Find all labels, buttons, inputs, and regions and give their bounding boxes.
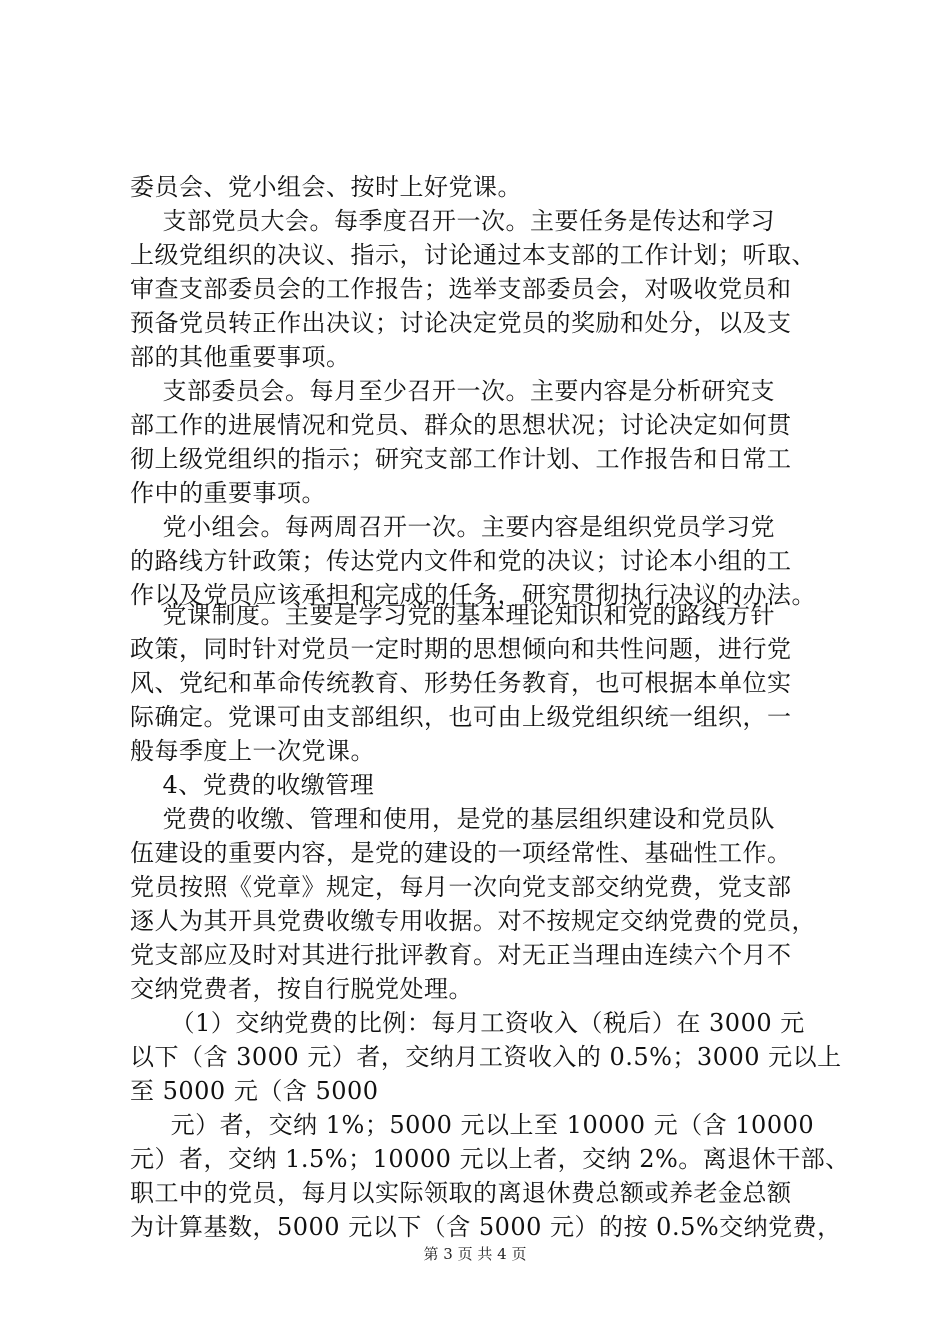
paragraph-line: 的路线方针政策；传达党内文件和党的决议；讨论本小组的工 — [130, 547, 792, 575]
paragraph-line: （1）交纳党费的比例：每月工资收入（税后）在 3000 元 — [130, 1009, 805, 1037]
paragraph-line: 元）者，交纳 1.5%；10000 元以上者，交纳 2%。离退休干部、 — [130, 1145, 850, 1173]
paragraph-line: 逐人为其开具党费收缴专用收据。对不按规定交纳党费的党员， — [130, 907, 816, 935]
paragraph-line: 以下（含 3000 元）者，交纳月工资收入的 0.5%；3000 元以上 — [130, 1043, 842, 1071]
paragraph-line: 党课制度。主要是学习党的基本理论知识和党的路线方针 — [130, 601, 776, 629]
paragraph-line: 支部委员会。每月至少召开一次。主要内容是分析研究支 — [130, 377, 776, 405]
paragraph-line: 预备党员转正作出决议；讨论决定党员的奖励和处分，以及支 — [130, 309, 792, 337]
paragraph-line: 部工作的进展情况和党员、群众的思想状况；讨论决定如何贯 — [130, 411, 792, 439]
paragraph-line: 作以及党员应该承担和完成的任务，研究贯彻执行决议的办法。 — [130, 581, 816, 609]
paragraph-line: 职工中的党员，每月以实际领取的离退休费总额或养老金总额 — [130, 1179, 792, 1207]
paragraph-line: 支部党员大会。每季度召开一次。主要任务是传达和学习 — [130, 207, 776, 235]
paragraph-line: 政策，同时针对党员一定时期的思想倾向和共性问题，进行党 — [130, 635, 792, 663]
paragraph-line: 彻上级党组织的指示；研究支部工作计划、工作报告和日常工 — [130, 445, 792, 473]
paragraph-line: 伍建设的重要内容，是党的建设的一项经常性、基础性工作。 — [130, 839, 792, 867]
paragraph-line: 作中的重要事项。 — [130, 479, 326, 507]
paragraph-line: 委员会、党小组会、按时上好党课。 — [130, 173, 522, 201]
page-number-footer: 第 3 页 共 4 页 — [423, 1245, 527, 1263]
paragraph-line: 交纳党费者，按自行脱党处理。 — [130, 975, 473, 1003]
paragraph-line: 为计算基数，5000 元以下（含 5000 元）的按 0.5%交纳党费， — [130, 1213, 842, 1241]
paragraph-line: 部的其他重要事项。 — [130, 343, 351, 371]
paragraph-line: 风、党纪和革命传统教育、形势任务教育，也可根据本单位实 — [130, 669, 792, 697]
paragraph-line: 际确定。党课可由支部组织，也可由上级党组织统一组织，一 — [130, 703, 792, 731]
paragraph-line: 审查支部委员会的工作报告；选举支部委员会，对吸收党员和 — [130, 275, 792, 303]
paragraph-line: 上级党组织的决议、指示，讨论通过本支部的工作计划；听取、 — [130, 241, 816, 269]
paragraph-line: 党支部应及时对其进行批评教育。对无正当理由连续六个月不 — [130, 941, 792, 969]
paragraph-line: 般每季度上一次党课。 — [130, 737, 375, 765]
paragraph-line: 党小组会。每两周召开一次。主要内容是组织党员学习党 — [130, 513, 776, 541]
section-heading: 4、党费的收缴管理 — [130, 771, 375, 799]
paragraph-line: 元）者，交纳 1%；5000 元以上至 10000 元（含 10000 — [130, 1111, 815, 1139]
paragraph-line: 党员按照《党章》规定，每月一次向党支部交纳党费，党支部 — [130, 873, 792, 901]
paragraph-line: 党费的收缴、管理和使用，是党的基层组织建设和党员队 — [130, 805, 776, 833]
paragraph-line: 至 5000 元（含 5000 — [130, 1077, 379, 1105]
